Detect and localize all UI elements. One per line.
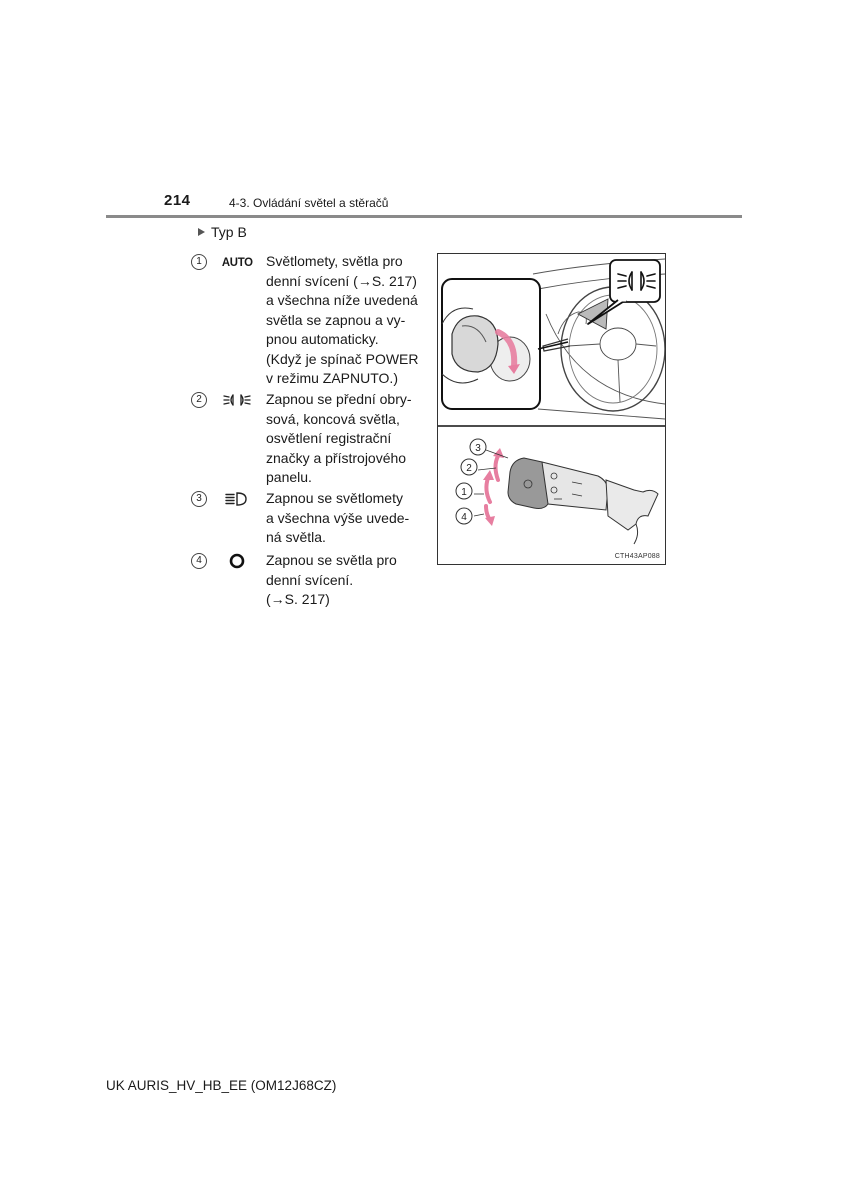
item-number: 3 <box>191 491 207 507</box>
light-switch-illustration <box>438 254 665 564</box>
desc-line: (→S. 217) <box>266 591 330 607</box>
desc-line: sová, koncová světla, <box>266 410 400 427</box>
callout-3: 3 <box>475 443 481 454</box>
callout-4: 4 <box>461 512 467 523</box>
triangle-bullet-icon <box>198 228 205 236</box>
item-description <box>266 551 428 610</box>
desc-line: Zapnou se světlomety <box>266 490 403 506</box>
headlights-icon <box>217 490 257 508</box>
callout-2: 2 <box>466 463 472 474</box>
desc-line: Zapnou se přední obry- <box>266 391 412 407</box>
item-number: 1 <box>191 254 207 270</box>
desc-line: Zapnou se světla pro <box>266 552 397 568</box>
side-lights-icon <box>217 391 257 409</box>
desc-line: světla se zapnou a vy- <box>266 311 406 328</box>
section-title: 4-3. Ovládání světel a stěračů <box>229 196 389 210</box>
auto-symbol-text: AUTO <box>221 255 253 269</box>
desc-line: panelu. <box>266 469 312 485</box>
desc-line: značky a přístrojového <box>266 449 407 466</box>
desc-line: v režimu ZAPNUTO.) <box>266 370 398 386</box>
off-circle-icon <box>217 552 257 570</box>
item-number: 2 <box>191 392 207 408</box>
desc-line: ná světla. <box>266 529 326 545</box>
stalk-switch-icon <box>508 458 658 544</box>
type-label <box>198 224 247 240</box>
callout-bubble-icon <box>588 260 660 324</box>
auto-icon <box>217 253 257 271</box>
desc-line: a všechna níže uvedená <box>266 292 418 308</box>
desc-line: denní svícení (→S. 217) <box>266 272 417 289</box>
header-rule <box>106 215 742 218</box>
footer-text: UK AURIS_HV_HB_EE (OM12J68CZ) <box>106 1078 337 1093</box>
desc-line: denní svícení. <box>266 571 354 588</box>
desc-line: Světlomety, světla pro <box>266 253 403 269</box>
callout-1: 1 <box>461 487 467 498</box>
item-description <box>266 489 428 548</box>
desc-line: osvětlení registrační <box>266 430 392 446</box>
item-description <box>266 390 428 488</box>
desc-line: (Když je spínač POWER <box>266 350 419 367</box>
desc-line: pnou automaticky. <box>266 331 379 347</box>
desc-line: a všechna výše uvede- <box>266 509 410 526</box>
item-description <box>266 252 428 389</box>
page-number: 214 <box>164 192 191 209</box>
item-number: 4 <box>191 553 207 569</box>
figure-caption: CTH43AP088 <box>614 553 660 560</box>
illustration-figure <box>437 253 666 565</box>
type-label-text: Typ B <box>211 224 247 240</box>
